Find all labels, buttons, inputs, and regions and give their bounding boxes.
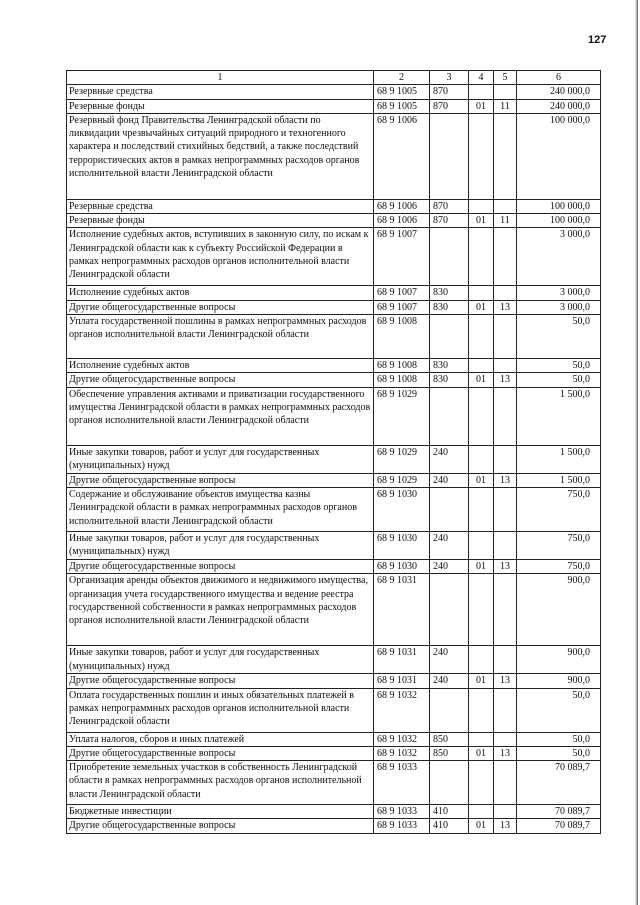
cell-name: Обеспечение управления активами и приватизации государственного имущества Ленинградской области в рамках непрограммных расходов органов исполнительной власти Ленинградской области [67, 387, 374, 445]
cell-amount: 50,0 [517, 315, 601, 359]
cell-amount: 70 089,7 [517, 761, 601, 805]
cell-csr: 68 9 1032 [374, 688, 430, 732]
cell-name: Другие общегосударственные вопросы [67, 300, 374, 314]
column-header: 1 [67, 71, 374, 85]
cell-pr: 13 [494, 373, 517, 387]
cell-csr: 68 9 1006 [374, 214, 430, 228]
table-row [67, 359, 601, 373]
cell-csr: 68 9 1031 [374, 574, 430, 646]
cell-amount: 3 000,0 [517, 300, 601, 314]
cell-name: Исполнение судебных актов [67, 286, 374, 300]
cell-name: Другие общегосударственные вопросы [67, 819, 374, 833]
cell-name: Иные закупки товаров, работ и услуг для государственных (муниципальных) нужд [67, 445, 374, 473]
cell-pr [494, 286, 517, 300]
cell-csr: 68 9 1033 [374, 819, 430, 833]
cell-name: Другие общегосударственные вопросы [67, 373, 374, 387]
table-row [67, 559, 601, 573]
cell-vr: 410 [430, 805, 469, 819]
cell-vr: 870 [430, 214, 469, 228]
cell-name: Другие общегосударственные вопросы [67, 746, 374, 760]
table-row [67, 113, 601, 199]
cell-amount: 50,0 [517, 732, 601, 746]
cell-rz [469, 646, 494, 674]
cell-pr [494, 761, 517, 805]
cell-amount: 900,0 [517, 646, 601, 674]
budget-table [66, 70, 601, 834]
table-row [67, 531, 601, 559]
cell-name: Организация аренды объектов движимого и недвижимого имущества, организация учета государственного имущества и ведение реестра государственной собственности в рамках непрограммных расходов органов исполнительной власти Ленинградской области [67, 574, 374, 646]
cell-name: Бюджетные инвестиции [67, 805, 374, 819]
cell-pr [494, 113, 517, 199]
cell-vr: 830 [430, 300, 469, 314]
cell-csr: 68 9 1032 [374, 732, 430, 746]
cell-csr: 68 9 1007 [374, 286, 430, 300]
cell-rz: 01 [469, 559, 494, 573]
cell-csr: 68 9 1008 [374, 359, 430, 373]
table-row [67, 445, 601, 473]
cell-csr: 68 9 1030 [374, 531, 430, 559]
page-number: 127 [588, 34, 607, 46]
table-row [67, 646, 601, 674]
cell-amount: 3 000,0 [517, 228, 601, 286]
cell-rz: 01 [469, 300, 494, 314]
cell-csr: 68 9 1007 [374, 300, 430, 314]
cell-rz [469, 805, 494, 819]
table-row [67, 228, 601, 286]
cell-vr: 240 [430, 559, 469, 573]
cell-csr: 68 9 1032 [374, 746, 430, 760]
cell-vr: 870 [430, 199, 469, 213]
cell-rz [469, 113, 494, 199]
cell-amount: 1 500,0 [517, 387, 601, 445]
cell-pr [494, 805, 517, 819]
cell-pr: 13 [494, 819, 517, 833]
cell-amount: 240 000,0 [517, 85, 601, 99]
cell-csr: 68 9 1029 [374, 387, 430, 445]
cell-csr: 68 9 1031 [374, 646, 430, 674]
cell-amount: 750,0 [517, 531, 601, 559]
cell-name: Другие общегосударственные вопросы [67, 559, 374, 573]
cell-amount: 750,0 [517, 559, 601, 573]
column-header: 3 [430, 71, 469, 85]
cell-rz: 01 [469, 473, 494, 487]
cell-name: Содержание и обслуживание объектов имущества казны Ленинградской области в рамках непрограммных расходов органов исполнительной власти Ленинградской области [67, 487, 374, 531]
cell-amount: 3 000,0 [517, 286, 601, 300]
cell-vr [430, 387, 469, 445]
cell-csr: 68 9 1033 [374, 805, 430, 819]
cell-pr [494, 732, 517, 746]
cell-rz [469, 531, 494, 559]
cell-vr: 850 [430, 746, 469, 760]
column-header: 5 [494, 71, 517, 85]
cell-amount: 1 500,0 [517, 473, 601, 487]
cell-rz [469, 228, 494, 286]
cell-rz [469, 387, 494, 445]
cell-vr [430, 688, 469, 732]
cell-amount: 70 089,7 [517, 819, 601, 833]
cell-vr: 870 [430, 99, 469, 113]
cell-rz: 01 [469, 99, 494, 113]
table-body [67, 85, 601, 833]
table-row [67, 688, 601, 732]
table-row [67, 732, 601, 746]
cell-vr: 830 [430, 373, 469, 387]
table-row [67, 286, 601, 300]
cell-pr: 13 [494, 473, 517, 487]
cell-name: Уплата государственной пошлины в рамках непрограммных расходов органов исполнительной власти Ленинградской области [67, 315, 374, 359]
column-header: 2 [374, 71, 430, 85]
table-row [67, 674, 601, 688]
cell-vr [430, 113, 469, 199]
cell-pr: 13 [494, 746, 517, 760]
cell-pr [494, 487, 517, 531]
page-edge-shadow [635, 0, 638, 905]
cell-csr: 68 9 1030 [374, 487, 430, 531]
cell-pr [494, 199, 517, 213]
cell-amount: 50,0 [517, 373, 601, 387]
cell-rz [469, 574, 494, 646]
cell-rz: 01 [469, 819, 494, 833]
cell-vr [430, 487, 469, 531]
cell-amount: 900,0 [517, 574, 601, 646]
cell-pr: 13 [494, 559, 517, 573]
cell-rz [469, 732, 494, 746]
cell-pr [494, 387, 517, 445]
cell-rz [469, 761, 494, 805]
cell-pr [494, 315, 517, 359]
cell-amount: 70 089,7 [517, 805, 601, 819]
cell-vr: 830 [430, 286, 469, 300]
table-row [67, 387, 601, 445]
cell-amount: 900,0 [517, 674, 601, 688]
cell-csr: 68 9 1007 [374, 228, 430, 286]
cell-csr: 68 9 1030 [374, 559, 430, 573]
cell-vr: 850 [430, 732, 469, 746]
cell-csr: 68 9 1006 [374, 199, 430, 213]
cell-rz: 01 [469, 674, 494, 688]
table-row [67, 300, 601, 314]
table-row [67, 819, 601, 833]
table-row [67, 487, 601, 531]
column-header: 6 [517, 71, 601, 85]
cell-rz [469, 85, 494, 99]
cell-amount: 100 000,0 [517, 113, 601, 199]
cell-name: Оплата государственных пошлин и иных обязательных платежей в рамках непрограммных расходов органов исполнительной власти Ленинградской области [67, 688, 374, 732]
cell-rz [469, 286, 494, 300]
cell-pr: 13 [494, 674, 517, 688]
cell-csr: 68 9 1029 [374, 445, 430, 473]
cell-rz [469, 359, 494, 373]
table-row [67, 199, 601, 213]
cell-vr: 240 [430, 674, 469, 688]
cell-pr: 11 [494, 214, 517, 228]
cell-name: Резервные средства [67, 85, 374, 99]
table-row [67, 761, 601, 805]
cell-amount: 750,0 [517, 487, 601, 531]
cell-csr: 68 9 1029 [374, 473, 430, 487]
cell-name: Приобретение земельных участков в собственность Ленинградской области в рамках непрограммных расходов органов исполнительной власти Ленинградской области [67, 761, 374, 805]
cell-name: Резервные фонды [67, 99, 374, 113]
cell-pr [494, 228, 517, 286]
cell-vr [430, 315, 469, 359]
cell-pr: 11 [494, 99, 517, 113]
cell-vr: 830 [430, 359, 469, 373]
cell-vr: 240 [430, 445, 469, 473]
cell-name: Резервные средства [67, 199, 374, 213]
cell-vr [430, 761, 469, 805]
cell-vr: 240 [430, 531, 469, 559]
cell-amount: 50,0 [517, 746, 601, 760]
table-row [67, 214, 601, 228]
cell-csr: 68 9 1008 [374, 315, 430, 359]
cell-name: Другие общегосударственные вопросы [67, 674, 374, 688]
cell-pr [494, 85, 517, 99]
cell-rz: 01 [469, 373, 494, 387]
table-row [67, 746, 601, 760]
cell-rz: 01 [469, 214, 494, 228]
cell-vr: 240 [430, 646, 469, 674]
table-row [67, 99, 601, 113]
cell-name: Иные закупки товаров, работ и услуг для государственных (муниципальных) нужд [67, 646, 374, 674]
cell-csr: 68 9 1008 [374, 373, 430, 387]
cell-vr: 240 [430, 473, 469, 487]
cell-pr [494, 646, 517, 674]
table-header-row [67, 71, 601, 85]
table-row [67, 805, 601, 819]
cell-amount: 240 000,0 [517, 99, 601, 113]
table-row [67, 574, 601, 646]
column-header: 4 [469, 71, 494, 85]
cell-rz [469, 445, 494, 473]
cell-vr [430, 574, 469, 646]
cell-vr: 870 [430, 85, 469, 99]
cell-name: Уплата налогов, сборов и иных платежей [67, 732, 374, 746]
cell-vr: 410 [430, 819, 469, 833]
cell-amount: 100 000,0 [517, 199, 601, 213]
cell-rz [469, 487, 494, 531]
cell-pr [494, 531, 517, 559]
table-row [67, 373, 601, 387]
cell-name: Другие общегосударственные вопросы [67, 473, 374, 487]
table-row [67, 473, 601, 487]
cell-csr: 68 9 1006 [374, 113, 430, 199]
cell-amount: 100 000,0 [517, 214, 601, 228]
cell-name: Резервный фонд Правительства Ленинградской области по ликвидации чрезвычайных ситуаций природного и техногенного характера и последствий стихийных бедствий, а также последствий террористических актов в рамках непрограммных расходов органов исполнительной власти Ленинградской области [67, 113, 374, 199]
cell-pr [494, 688, 517, 732]
cell-csr: 68 9 1005 [374, 85, 430, 99]
cell-amount: 50,0 [517, 688, 601, 732]
cell-csr: 68 9 1031 [374, 674, 430, 688]
cell-name: Исполнение судебных актов, вступивших в законную силу, по искам к Ленинградской области как к субъекту Российской Федерации в рамках непрограммных расходов органов исполнительной власти Ленинградской области [67, 228, 374, 286]
cell-amount: 50,0 [517, 359, 601, 373]
cell-pr [494, 445, 517, 473]
cell-vr [430, 228, 469, 286]
cell-name: Резервные фонды [67, 214, 374, 228]
cell-rz [469, 199, 494, 213]
table-row [67, 85, 601, 99]
cell-csr: 68 9 1005 [374, 99, 430, 113]
cell-amount: 1 500,0 [517, 445, 601, 473]
cell-pr: 13 [494, 300, 517, 314]
cell-csr: 68 9 1033 [374, 761, 430, 805]
table-row [67, 315, 601, 359]
cell-pr [494, 574, 517, 646]
cell-name: Иные закупки товаров, работ и услуг для государственных (муниципальных) нужд [67, 531, 374, 559]
cell-name: Исполнение судебных актов [67, 359, 374, 373]
cell-pr [494, 359, 517, 373]
cell-rz [469, 315, 494, 359]
cell-rz: 01 [469, 746, 494, 760]
cell-rz [469, 688, 494, 732]
